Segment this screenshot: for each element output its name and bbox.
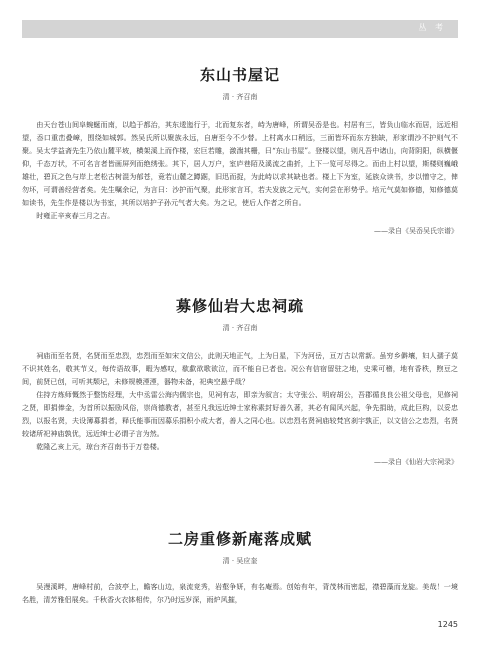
article-body [22, 118, 458, 222]
article-author: 清 · 齐召南 [222, 93, 258, 101]
body-paragraph: 时雍正辛亥春三月之吉。 [36, 211, 115, 220]
article-title: 东山书屋记 [199, 66, 280, 84]
article-author: 清 · 吴应奎 [222, 557, 258, 565]
article-author: 清 · 齐召南 [222, 324, 258, 332]
article-title: 募修仙岩大忠祠疏 [175, 297, 304, 315]
article-source: ——录自《吴岙吴氏宗谱》 [374, 227, 458, 235]
body-paragraph: 祠庙而至名贤，名贤而至忠烈，忠烈而至如宋文信公，此则天地正气，上为日星，下为河岳，亘万古以常新。虽穷乡僻壤，妇人孺子莫不识其姓名，敬其节义，每传语故事，暇为感叹，欷歔欲歌欲泣，而不能自已者也。况公有信宿留驻之地，史乘可稽，地有香秩，煦豆之间，前贤已创，可听其颓圮，未修规模湮湮，器物未备，祀典空悬乎哉？ [22, 351, 458, 386]
body-paragraph: 住持方炼师慨然于整饬经理，大中丞雷公海内儒宗也，见祠有志，即亲为叙言；太守张公、明府胡公，吾郡循良良公祖父母也，见修祠之贤，即捐俸金，为首所以振励风俗，崇尚德教者，甚至凡我远近绅士家称素封好善久著，其必有闻风兴起，争先捐助，成此巨构，以妥忠烈，以报名贤，夫设簿募捐者，释氏能事而因募乐捐积小成大者，善人之同心也。以忠烈名贤祠庙较梵宫刹宇孰正，以文信公之忠烈，名贤较诸所祀神庙孰优，远近绅士必谓子言为然。 [22, 390, 458, 438]
article-2 [22, 295, 458, 467]
article-3 [22, 528, 458, 606]
article-body [22, 580, 458, 606]
article-title: 二房重修新庵落成赋 [167, 530, 312, 548]
running-header-bar [22, 20, 458, 38]
body-paragraph: 吴漫溪畔，唐峰村前，合波亭上，瞻客山边，泉流竞秀，岩壑争妍，有名庵焉。创始有年，背茂林而密起，襟碧藻而龙旋。美哉！一境名胜，清芳雅侣展矣。千秋香火衣钵相传，尔乃时远岁深，雨炉风摧， [22, 582, 458, 604]
body-paragraph: 由天台苍山间阜蜿蜒而南，以趋于都治，其东逶迤行于，北而复东者，峙为唐峰，所谓吴岙是也。村居有三，皆负山临水而居，远近相望，岙口重峦叠嶂，围绕如城郭。然吴氏所以聚族永远，自唐至今不少替。上村离水口稍远，三面皆环而东方独缺，形家谓沙不护则气不聚。吴太学益斋先生乃依山麓平坡，横架溪上而作楼，宏巨若雕，激湍其栅，曰“东山书屋”。登楼以望，则凡吾中诸山，向背阴阳，纵横偃仰，千态万状，不可名言者皆画屏列而绝绣张。其下，居人万户，室庐巷陌及溪流之曲折，上下一览可尽得之。而由上村以望，斯楼则巍峨雄壮，碧瓦之色与岸上老松古树混为郁苍，竟若山麓之蹲踞，旧迅而捉，为此峙以求其缺也者。楼上下为室，延族众读书，步以憎守之，俾勿坏，可谓善经营者矣。先生嘱余记，为言曰：沙护而气聚，此形家言耳，若夫发族之元气，实何尝在形势乎。培元气莫如修德，知修德莫如读书，先生作是楼以为书室，其所以培护子孙元气者大矣。为之记，使后人作者之所自。 [22, 120, 458, 207]
article-source: ——录自《仙岩大宗祠录》 [374, 458, 458, 466]
page-number: 1245 [437, 620, 458, 629]
article-body [22, 349, 458, 453]
body-paragraph: 乾隆乙亥上元，琼台齐召南书于万卷楼。 [36, 442, 164, 451]
article-1 [22, 64, 458, 236]
running-header-label: 丛 考 [418, 23, 446, 32]
